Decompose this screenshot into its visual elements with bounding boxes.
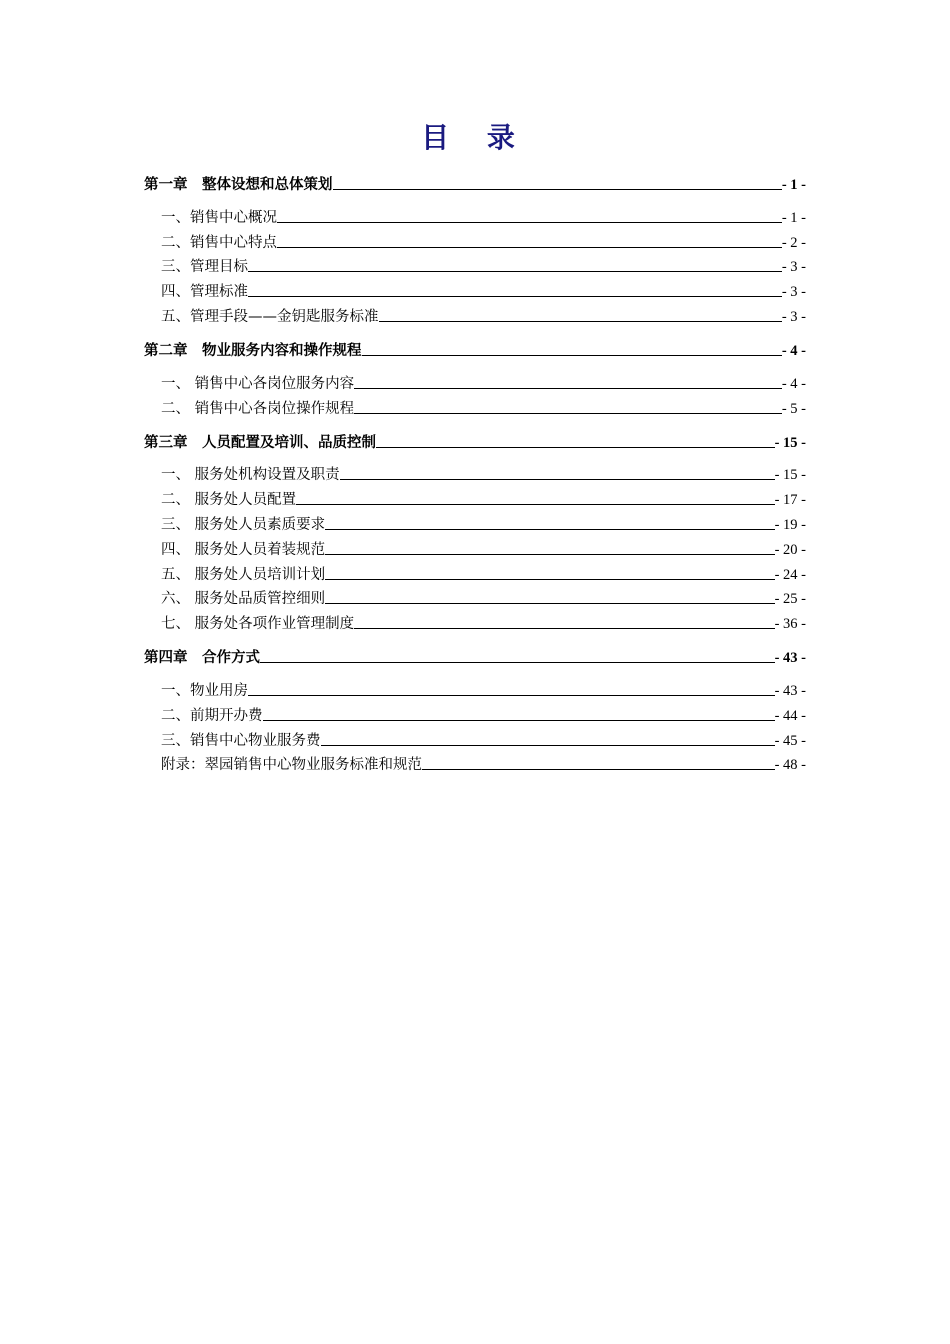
toc-chapter-row[interactable] bbox=[144, 334, 806, 360]
toc-page-number: - 2 - bbox=[781, 234, 806, 251]
toc-section-row[interactable] bbox=[144, 460, 806, 485]
toc-page-number: - 45 - bbox=[774, 732, 806, 749]
toc-leader-line bbox=[422, 768, 775, 770]
toc-entry-label: 二、 销售中心各岗位操作规程 bbox=[161, 400, 355, 417]
toc-section-row[interactable] bbox=[144, 252, 806, 277]
toc-page-number: - 36 - bbox=[774, 616, 806, 633]
toc-section-row[interactable] bbox=[144, 202, 806, 227]
toc-page-number: - 43 - bbox=[774, 682, 806, 699]
toc-leader-line bbox=[248, 694, 775, 696]
toc-section-row[interactable] bbox=[144, 675, 806, 700]
toc-entry-label: 七、 服务处各项作业管理制度 bbox=[161, 616, 355, 633]
toc-entry-label: 一、销售中心概况 bbox=[161, 209, 277, 226]
toc-section-row[interactable] bbox=[144, 393, 806, 418]
toc-entry-label: 第四章 合作方式 bbox=[144, 650, 260, 667]
toc-leader-line bbox=[354, 412, 782, 414]
toc-entry-label: 二、 服务处人员配置 bbox=[161, 492, 297, 509]
toc-leader-line bbox=[354, 627, 774, 629]
toc-entry-label: 附录：翠园销售中心物业服务标准和规范 bbox=[161, 757, 422, 774]
toc-section-row[interactable] bbox=[144, 509, 806, 534]
toc-chapter-row[interactable] bbox=[144, 168, 806, 194]
toc-section-row[interactable] bbox=[144, 368, 806, 393]
toc-leader-line bbox=[248, 270, 782, 272]
toc-section-row[interactable] bbox=[144, 584, 806, 609]
toc-leader-line bbox=[325, 553, 774, 555]
toc-page-number: - 15 - bbox=[774, 467, 806, 484]
toc-entry-label: 四、 服务处人员着装规范 bbox=[161, 541, 326, 558]
toc-leader-line bbox=[354, 387, 782, 389]
toc-entry-label: 第二章 物业服务内容和操作规程 bbox=[144, 342, 362, 359]
toc-page-number: - 1 - bbox=[781, 177, 806, 193]
table-of-contents bbox=[144, 168, 806, 774]
toc-entry-label: 一、物业用房 bbox=[161, 682, 248, 699]
toc-page-number: - 20 - bbox=[774, 541, 806, 558]
toc-leader-line bbox=[277, 221, 782, 223]
toc-entry-label: 二、前期开办费 bbox=[161, 707, 263, 724]
toc-section-row[interactable] bbox=[144, 276, 806, 301]
toc-page-number: - 4 - bbox=[781, 342, 806, 359]
toc-chapter-row[interactable] bbox=[144, 426, 806, 452]
toc-page-number: - 43 - bbox=[774, 650, 806, 667]
toc-section-row[interactable] bbox=[144, 700, 806, 725]
toc-page-number: - 3 - bbox=[781, 284, 806, 301]
toc-section-row[interactable] bbox=[144, 725, 806, 750]
toc-entry-label: 五、 服务处人员培训计划 bbox=[161, 566, 326, 583]
toc-leader-line bbox=[325, 528, 774, 530]
toc-page-number: - 44 - bbox=[774, 707, 806, 724]
toc-page-number: - 3 - bbox=[781, 259, 806, 276]
toc-leader-line bbox=[376, 446, 775, 448]
toc-page-number: - 1 - bbox=[781, 209, 806, 226]
toc-leader-line bbox=[248, 295, 782, 297]
toc-entry-label: 二、销售中心特点 bbox=[161, 234, 277, 251]
toc-leader-line bbox=[340, 478, 775, 480]
toc-entry-label: 五、管理手段——金钥匙服务标准 bbox=[161, 308, 379, 325]
toc-page-number: - 4 - bbox=[781, 375, 806, 392]
toc-title: 目 录 bbox=[421, 121, 529, 154]
toc-section-row[interactable] bbox=[144, 301, 806, 326]
toc-page-number: - 15 - bbox=[774, 434, 806, 451]
toc-entry-label: 一、 销售中心各岗位服务内容 bbox=[161, 375, 355, 392]
toc-leader-line bbox=[362, 354, 782, 356]
toc-section-row[interactable] bbox=[144, 227, 806, 252]
toc-chapter-row[interactable] bbox=[144, 641, 806, 667]
toc-leader-line bbox=[325, 578, 774, 580]
toc-entry-label: 第三章 人员配置及培训、品质控制 bbox=[144, 434, 376, 451]
toc-page-number: - 48 - bbox=[774, 757, 806, 774]
toc-leader-line bbox=[379, 320, 782, 322]
toc-section-row[interactable] bbox=[144, 750, 806, 775]
toc-entry-label: 三、 服务处人员素质要求 bbox=[161, 516, 326, 533]
toc-entry-label: 四、管理标准 bbox=[161, 284, 248, 301]
toc-leader-line bbox=[260, 661, 775, 663]
toc-page-number: - 24 - bbox=[774, 566, 806, 583]
toc-entry-label: 六、 服务处品质管控细则 bbox=[161, 591, 326, 608]
toc-leader-line bbox=[277, 246, 782, 248]
toc-leader-line bbox=[333, 188, 782, 190]
toc-page-number: - 19 - bbox=[774, 516, 806, 533]
toc-entry-label: 一、 服务处机构设置及职责 bbox=[161, 467, 340, 484]
toc-section-row[interactable] bbox=[144, 559, 806, 584]
toc-entry-label: 三、销售中心物业服务费 bbox=[161, 732, 321, 749]
toc-section-row[interactable] bbox=[144, 608, 806, 633]
toc-page-number: - 25 - bbox=[774, 591, 806, 608]
toc-leader-line bbox=[263, 719, 775, 721]
toc-page-number: - 5 - bbox=[781, 400, 806, 417]
toc-section-row[interactable] bbox=[144, 534, 806, 559]
toc-leader-line bbox=[325, 602, 774, 604]
toc-leader-line bbox=[321, 744, 775, 746]
toc-entry-label: 三、管理目标 bbox=[161, 259, 248, 276]
toc-leader-line bbox=[296, 503, 774, 505]
toc-page-number: - 3 - bbox=[781, 308, 806, 325]
toc-page-number: - 17 - bbox=[774, 492, 806, 509]
toc-entry-label: 第一章 整体设想和总体策划 bbox=[144, 177, 333, 193]
toc-section-row[interactable] bbox=[144, 484, 806, 509]
